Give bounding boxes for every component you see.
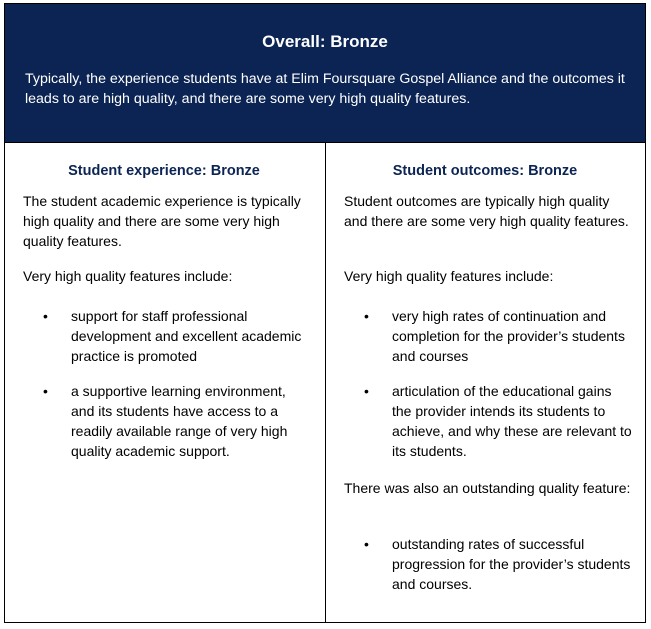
student-outcomes-summary: Student outcomes are typically high quality and there are some very high quality features. bbox=[344, 193, 629, 229]
student-experience-features-intro: Very high quality features include: bbox=[23, 268, 233, 284]
student-outcomes-features-intro: Very high quality features include: bbox=[344, 268, 554, 284]
bullet-icon: • bbox=[43, 308, 48, 324]
bullet-icon: • bbox=[364, 383, 369, 399]
feature-text: a supportive learning environment, and its students have access to a readily available range of very high quality academic support. bbox=[71, 383, 288, 459]
student-experience-title: Student experience: Bronze bbox=[68, 163, 260, 179]
feature-text: articulation of the educational gains the provider intends its students to achieve, and why these are relevant to its students. bbox=[392, 383, 632, 459]
student-outcomes-outstanding-intro: There was also an outstanding quality feature: bbox=[344, 480, 631, 496]
overall-rating-summary: Typically, the experience students have at Elim Foursquare Gospel Alliance and the outcomes it leads to are high quality, and there are some very high quality features. bbox=[25, 71, 625, 107]
bullet-icon: • bbox=[43, 383, 48, 399]
feature-text: very high rates of continuation and completion for the provider’s students and courses bbox=[392, 308, 625, 364]
rating-summary-table bbox=[4, 3, 646, 623]
student-outcomes-column bbox=[326, 143, 644, 621]
student-experience-column bbox=[5, 143, 323, 621]
feature-text: support for staff professional development and excellent academic practice is promoted bbox=[71, 308, 302, 364]
bullet-icon: • bbox=[364, 536, 369, 552]
student-experience-summary: The student academic experience is typically high quality and there are some very high quality features. bbox=[23, 193, 301, 249]
overall-rating-title: Overall: Bronze bbox=[262, 32, 388, 51]
student-outcomes-title: Student outcomes: Bronze bbox=[392, 163, 578, 179]
overall-rating-header bbox=[5, 4, 645, 142]
bullet-icon: • bbox=[364, 308, 369, 324]
feature-text: outstanding rates of successful progression for the provider’s students and courses. bbox=[392, 536, 631, 592]
